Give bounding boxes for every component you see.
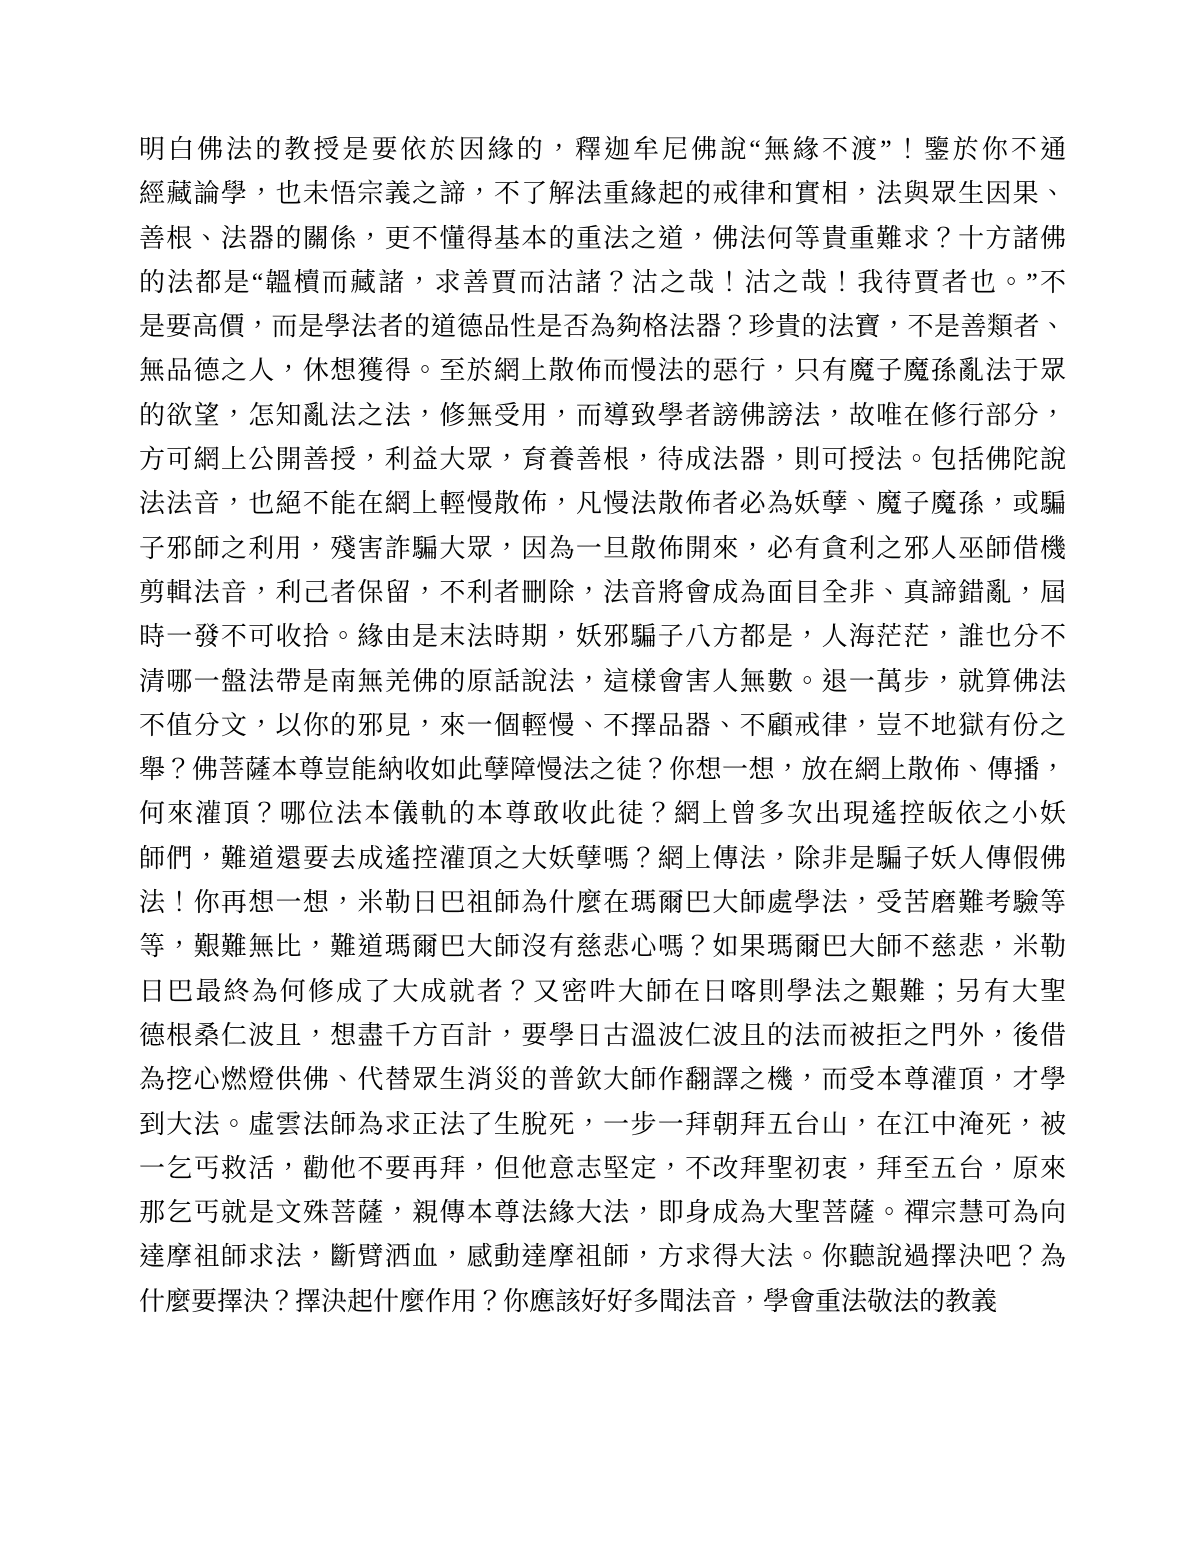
text-line-8: 方可網上公開善授，利益大眾，育養善根，待成法器，則可授法。包括佛陀說 [139,445,1066,475]
text-line-24: 一乞丐救活，勸他不要再拜，但他意志堅定，不改拜聖初衷，拜至五台，原來 [139,1153,1066,1183]
text-line-21: 德根桑仁波且，想盡千方百計，要學日古溫波仁波且的法而被拒之門外，後借 [139,1020,1066,1050]
text-line-25: 那乞丐就是文殊菩薩，親傳本尊法緣大法，即身成為大聖菩薩。禪宗慧可為向 [139,1198,1066,1228]
text-line-20: 日巴最終為何修成了大成就者？又密吽大師在日喀則學法之艱難；另有大聖 [139,976,1066,1006]
text-line-15: 舉？佛菩薩本尊豈能納收如此孽障慢法之徒？你想一想，放在網上散佈、傳播， [139,755,1066,785]
text-line-26: 達摩祖師求法，斷臂洒血，感動達摩祖師，方求得大法。你聽說過擇決吧？為 [139,1242,1066,1272]
text-line-6: 無品德之人，休想獲得。至於網上散佈而慢法的惡行，只有魔子魔孫亂法于眾 [139,356,1066,386]
text-line-27: 什麼要擇決？擇決起什麼作用？你應該好好多聞法音，學會重法敬法的教義 [139,1286,998,1316]
text-line-2: 經藏論學，也未悟宗義之諦，不了解法重緣起的戒律和實相，法與眾生因果、 [139,179,1066,209]
text-line-16: 何來灌頂？哪位法本儀軌的本尊敢收此徒？網上曾多次出現遙控皈依之小妖 [139,799,1066,829]
text-line-4: 的法都是“韞櫝而藏諸，求善賈而沽諸？沽之哉！沽之哉！我待賈者也。”不 [139,267,1066,297]
text-line-11: 剪輯法音，利己者保留，不利者刪除，法音將會成為面目全非、真諦錯亂，屆 [139,577,1066,607]
text-line-3: 善根、法器的關係，更不懂得基本的重法之道，佛法何等貴重難求？十方諸佛 [139,223,1066,253]
text-line-19: 等，艱難無比，難道瑪爾巴大師沒有慈悲心嗎？如果瑪爾巴大師不慈悲，米勒 [139,932,1066,962]
text-line-23: 到大法。虛雲法師為求正法了生脫死，一步一拜朝拜五台山，在江中淹死，被 [139,1109,1066,1139]
text-line-7: 的欲望，怎知亂法之法，修無受用，而導致學者謗佛謗法，故唯在修行部分， [139,400,1066,430]
text-line-13: 清哪一盤法帶是南無羌佛的原話說法，這樣會害人無數。退一萬步，就算佛法 [139,666,1066,696]
text-line-10: 子邪師之利用，殘害詐騙大眾，因為一旦散佈開來，必有貪利之邪人巫師借機 [139,533,1066,563]
document-body [139,128,1066,1324]
text-line-9: 法法音，也絕不能在網上輕慢散佈，凡慢法散佈者必為妖孽、魔子魔孫，或騙 [139,489,1066,519]
text-line-18: 法！你再想一想，米勒日巴祖師為什麼在瑪爾巴大師處學法，受苦磨難考驗等 [139,888,1066,918]
text-line-14: 不值分文，以你的邪見，來一個輕慢、不擇品器、不顧戒律，豈不地獄有份之 [139,710,1066,740]
text-line-1: 明白佛法的教授是要依於因緣的，釋迦牟尼佛說“無緣不渡”！鑒於你不通 [139,135,1066,164]
text-line-12: 時一發不可收拾。緣由是末法時期，妖邪騙子八方都是，人海茫茫，誰也分不 [139,622,1066,652]
text-line-17: 師們，難道還要去成遙控灌頂之大妖孽嗎？網上傳法，除非是騙子妖人傳假佛 [139,843,1066,873]
text-line-22: 為挖心燃燈供佛、代替眾生消災的普欽大師作翻譯之機，而受本尊灌頂，才學 [139,1065,1066,1095]
text-line-5: 是要高價，而是學法者的道德品性是否為夠格法器？珍貴的法寶，不是善類者、 [139,312,1066,342]
